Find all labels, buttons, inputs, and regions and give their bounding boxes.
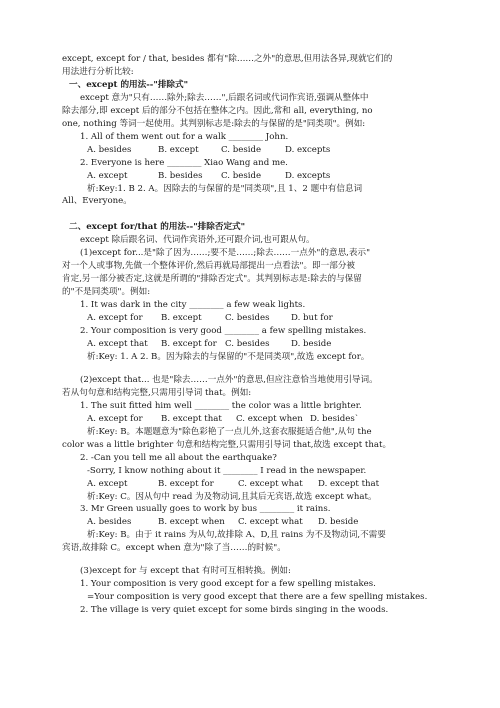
option-a: A. except xyxy=(87,478,128,489)
option-d: D. excepts xyxy=(285,170,331,181)
section1-q2-options xyxy=(62,172,438,181)
section2-question-1: 1. It was dark in the city ________ a few weak lights. xyxy=(80,300,306,311)
intro-line-2: 用法进行分析比较: xyxy=(62,66,134,77)
option-d: D. except that xyxy=(318,478,380,489)
section2-q2-options xyxy=(62,340,438,349)
section1-key-1: 析:Key:1. B 2. A。因除去的与保留的是"同类项",且 1、2 题中有信息词 xyxy=(87,183,363,194)
section1-heading: 一、except 的用法--"排除式" xyxy=(69,79,189,90)
section3-key2: 析:Key: C。因从句中 read 为及物动词,且其后无宾语,故选 except what。 xyxy=(87,491,377,502)
option-b: B. except xyxy=(158,144,199,155)
section4-desc: (3)except for 与 except that 有时可互相转换。例如: xyxy=(80,566,291,577)
option-c: C. besides xyxy=(225,339,270,350)
option-a: A. except xyxy=(87,170,128,181)
section3-key3-2: 宾语,故排除 C。except when 意为"除了当……的时候"。 xyxy=(62,543,286,554)
section2-desc-5: 的"不是同类项"。例如: xyxy=(62,287,151,298)
option-a: A. besides xyxy=(87,517,132,528)
section4-line-2: =Your composition is very good except that there are a few spelling mistakes. xyxy=(87,592,428,603)
section3-question-1: 1. The suit fitted him well ________ the color was a little brighter. xyxy=(80,400,362,411)
section1-question-2: 2. Everyone is here ________ Xiao Wang and me. xyxy=(80,157,288,168)
section3-question-3: 3. Mr Green usually goes to work by bus ________ it rains. xyxy=(80,504,331,515)
section4-line-1: 1. Your composition is very good except for a few spelling mistakes. xyxy=(80,579,376,590)
option-b: B. except xyxy=(161,313,202,324)
section2-key: 析:Key: 1. A 2. B。因为除去的与保留的"不是同类项",故选 except for。 xyxy=(87,351,370,362)
section3-question-2b: -Sorry, I know nothing about it ________ I read in the newspaper. xyxy=(87,465,367,476)
option-a: A. except for xyxy=(87,313,143,324)
option-d: D. beside xyxy=(318,517,359,528)
section2-q1-options xyxy=(62,314,438,323)
section1-question-1: 1. All of them went out for a walk ________ John. xyxy=(80,131,289,142)
option-a: A. except that xyxy=(87,339,148,350)
section1-key-2: All、Everyone。 xyxy=(62,196,132,207)
section2-desc-1: except 除后跟名词、代词作宾语外,还可跟介词,也可跟从句。 xyxy=(80,235,315,246)
spacer xyxy=(62,210,438,220)
option-a: A. besides xyxy=(87,144,132,155)
option-c: C. except when xyxy=(236,413,303,424)
option-c: C. except what xyxy=(238,517,303,528)
section3-desc-1: (2)except that... 也是"除去……一点外"的意思,但应注意恰当地使用引导词。 xyxy=(80,374,378,385)
section3-q2-options xyxy=(62,480,438,489)
section2-desc-4: 肯定,另一部分被否定,这就是所谓的"排除否定式"。其判别标志是:除去的与保留 xyxy=(62,274,362,285)
section3-key3-1: 析:Key: B。由于 it rains 为从句,故排除 A、D,且 rains 为不及物动词,不需要 xyxy=(87,530,386,541)
section2-heading: 二、except for/that 的用法--"排除否定式" xyxy=(69,222,246,233)
section3-q3-options xyxy=(62,518,438,527)
section3-desc-2: 若从句句意和结构完整,只需用引导词 that。例如: xyxy=(62,387,252,398)
section1-desc-1: except 意为"只有……除外;除去……",后跟名词或代词作宾语,强调从整体中 xyxy=(80,92,369,103)
option-b: B. except for xyxy=(161,339,217,350)
section1-q1-options xyxy=(62,146,438,155)
option-a: A. except for xyxy=(87,413,143,424)
option-c: C. except what xyxy=(238,478,303,489)
section1-desc-2: 除去部分,即 except 后的部分不包括在整体之内。因此,常和 all, everything, no xyxy=(62,105,373,116)
option-d: D. besides` xyxy=(310,413,360,424)
option-c: C. beside xyxy=(221,144,262,155)
option-b: B. besides xyxy=(158,170,203,181)
section3-key1-1: 析:Key: B。本题题意为"除色彩艳了一点儿外,这套衣服挺适合他",从句 the xyxy=(87,426,372,437)
section2-desc-3: 对一个人或事物,先做一个整体评价,然后再就局部提出一点看法"。即一部分被 xyxy=(62,261,356,272)
option-b: B. except that xyxy=(161,413,222,424)
section4-line-3: 2. The village is very quiet except for some birds singing in the woods. xyxy=(80,605,389,616)
intro-line-1: except, except for / that, besides 都有"除……之外"的意思,但用法各异,现就它们的 xyxy=(62,54,393,64)
option-b: B. except when xyxy=(158,517,225,528)
section1-desc-3: one, nothing 等词一起使用。其判别标志是:除去的与保留的是"同类项"。例如: xyxy=(62,118,366,129)
option-d: D. but for xyxy=(291,313,333,324)
option-d: D. excepts xyxy=(285,144,331,155)
section3-question-2: 2. -Can you tell me all about the earthquake? xyxy=(80,452,277,463)
section3-key1-2: color was a little brighter 句意和结构完整,只需用引导词 that,故选 except that。 xyxy=(62,439,392,450)
section3-q1-options xyxy=(62,415,438,424)
section2-question-2: 2. Your composition is very good ________ a few spelling mistakes. xyxy=(80,326,367,337)
option-d: D. beside xyxy=(291,339,332,350)
option-c: C. beside xyxy=(221,170,262,181)
option-b: B. except for xyxy=(158,478,214,489)
section2-desc-2: (1)except for...是"除了因为……;要不是……;除去……一点外"的意思,表示" xyxy=(80,248,371,259)
option-c: C. besides xyxy=(225,313,270,324)
